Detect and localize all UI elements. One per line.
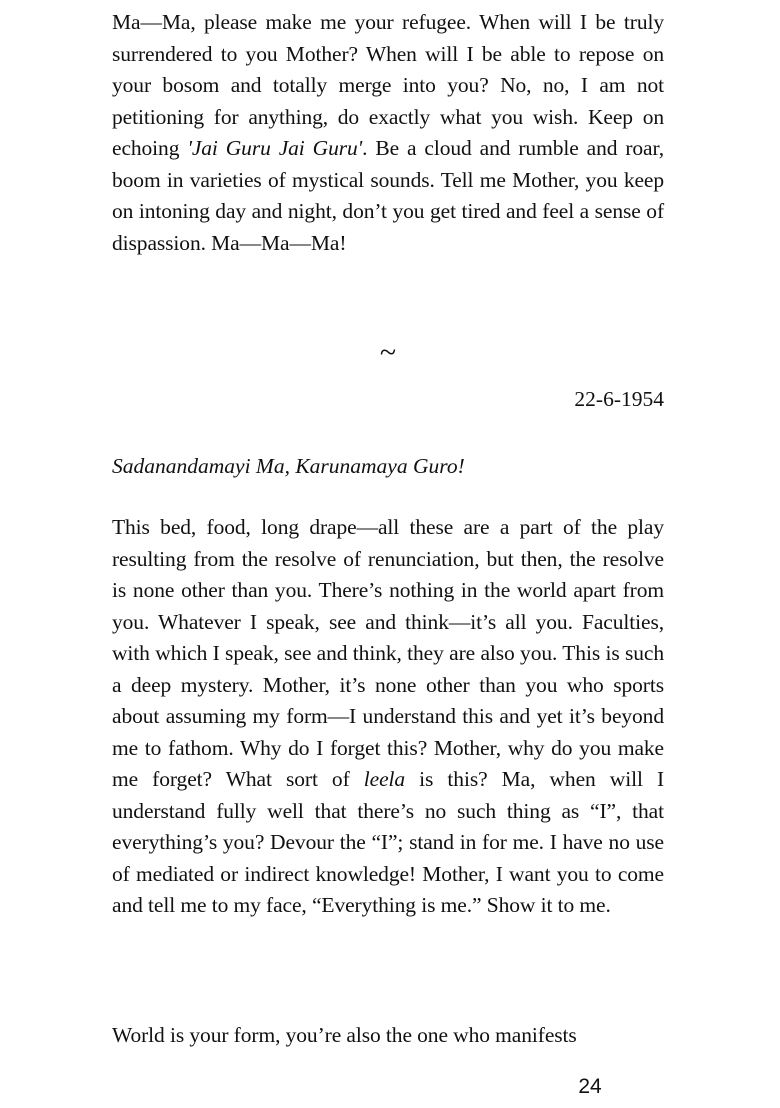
paragraph-text: This bed, food, long drape—all these are a part of the play resulting from the resolve of renunciation, but then, the resolve is none other than you. There’s nothing in the world apart from you. Whatever I speak, see and think—it’s all you. Faculties, with which I speak, see and think, they are also you. This is such a deep mystery. Mother, it’s none other than you who sports about assuming my form—I understand this and yet it’s beyond me to fathom. Why do I forget this? Mother, why do you make me forget? What sort of	[112, 515, 664, 791]
italic-leela: leela	[363, 767, 406, 791]
paragraph-text: Ma—Ma, please make me your refugee. When will I be truly surrendered to you Mother? When will I be able to repose on your bosom and totally merge into you? No, no, I am not petitioning for anything, do exactly what you wish. Keep on echoing	[112, 10, 664, 160]
paragraph-refugee	[112, 7, 664, 259]
paragraph-renunciation	[112, 512, 664, 922]
italic-chant: 'Jai Guru Jai Guru'	[187, 136, 363, 160]
salutation: Sadanandamayi Ma, Karunamaya Guro!	[112, 454, 465, 478]
page-number: 24	[578, 1075, 602, 1098]
book-page	[112, 0, 664, 1108]
paragraph-world: World is your form, you’re also the one who manifests	[112, 1023, 577, 1047]
section-separator: ~	[379, 336, 397, 369]
entry-date: 22-6-1954	[574, 387, 664, 411]
paragraph-text: is this? Ma, when will I understand fully well that there’s no such thing as “I”, that everything’s you? Devour the “I”; stand in for me. I have no use of mediated or indirect knowledge! Mother, I want you to come and tell me to my face, “Everything is me.” Show it to me.	[112, 767, 664, 917]
paragraph-text: . Be a cloud and rumble and roar, boom in varieties of mystical sounds. Tell me Mother, you keep on intoning day and night, don’t you get tired and feel a sense of dispassion. Ma—Ma—Ma!	[112, 136, 664, 255]
